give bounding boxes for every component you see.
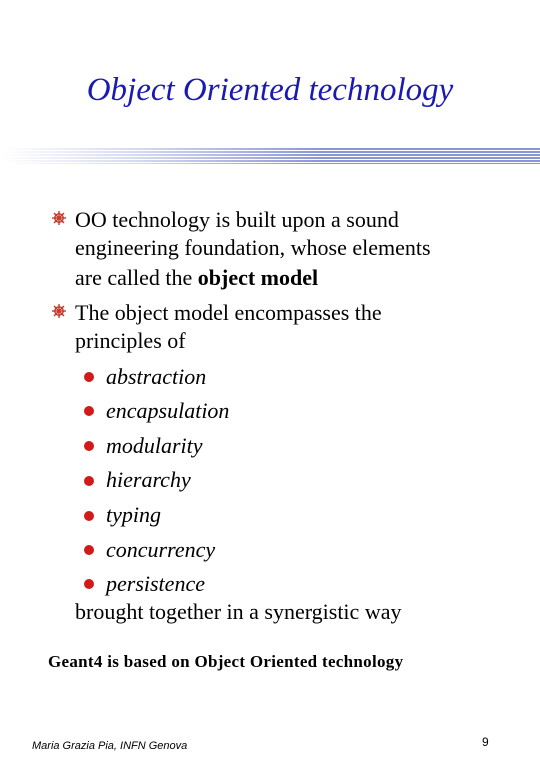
principle-item: hierarchy bbox=[106, 467, 191, 492]
principle-item: persistence bbox=[106, 571, 205, 596]
footer-author: Maria Grazia Pia, INFN Genova bbox=[32, 740, 188, 752]
filled-circle-icon bbox=[84, 372, 94, 382]
closing-line: brought together in a synergistic way bbox=[75, 599, 402, 624]
bullet-1-line-1: OO technology is built upon a sound bbox=[75, 207, 399, 232]
principle-item: encapsulation bbox=[106, 398, 230, 423]
object-model-term: object model bbox=[197, 265, 319, 290]
bullet-1-line-3 bbox=[75, 263, 318, 293]
slide-title: Object Oriented technology bbox=[86, 72, 454, 108]
ship-wheel-icon bbox=[51, 210, 67, 226]
principle-item: typing bbox=[106, 502, 161, 527]
filled-circle-icon bbox=[84, 441, 94, 451]
bullet-1-line-3-text: are called the bbox=[75, 265, 198, 290]
principle-item: modularity bbox=[106, 433, 203, 458]
principle-item: abstraction bbox=[106, 364, 207, 389]
bullet-1-line-2: engineering foundation, whose elements bbox=[75, 235, 431, 260]
conclusion-statement: Geant4 is based on Object Oriented technology bbox=[48, 652, 404, 671]
bullet-2-line-1: The object model encompasses the bbox=[75, 300, 382, 325]
principle-item: concurrency bbox=[106, 537, 216, 562]
ship-wheel-icon bbox=[51, 303, 67, 319]
bullet-2-line-2: principles of bbox=[75, 328, 186, 353]
filled-circle-icon bbox=[84, 579, 94, 589]
filled-circle-icon bbox=[84, 476, 94, 486]
filled-circle-icon bbox=[84, 545, 94, 555]
page-number: 9 bbox=[482, 735, 489, 749]
filled-circle-icon bbox=[84, 511, 94, 521]
filled-circle-icon bbox=[84, 406, 94, 416]
title-divider bbox=[0, 148, 540, 164]
